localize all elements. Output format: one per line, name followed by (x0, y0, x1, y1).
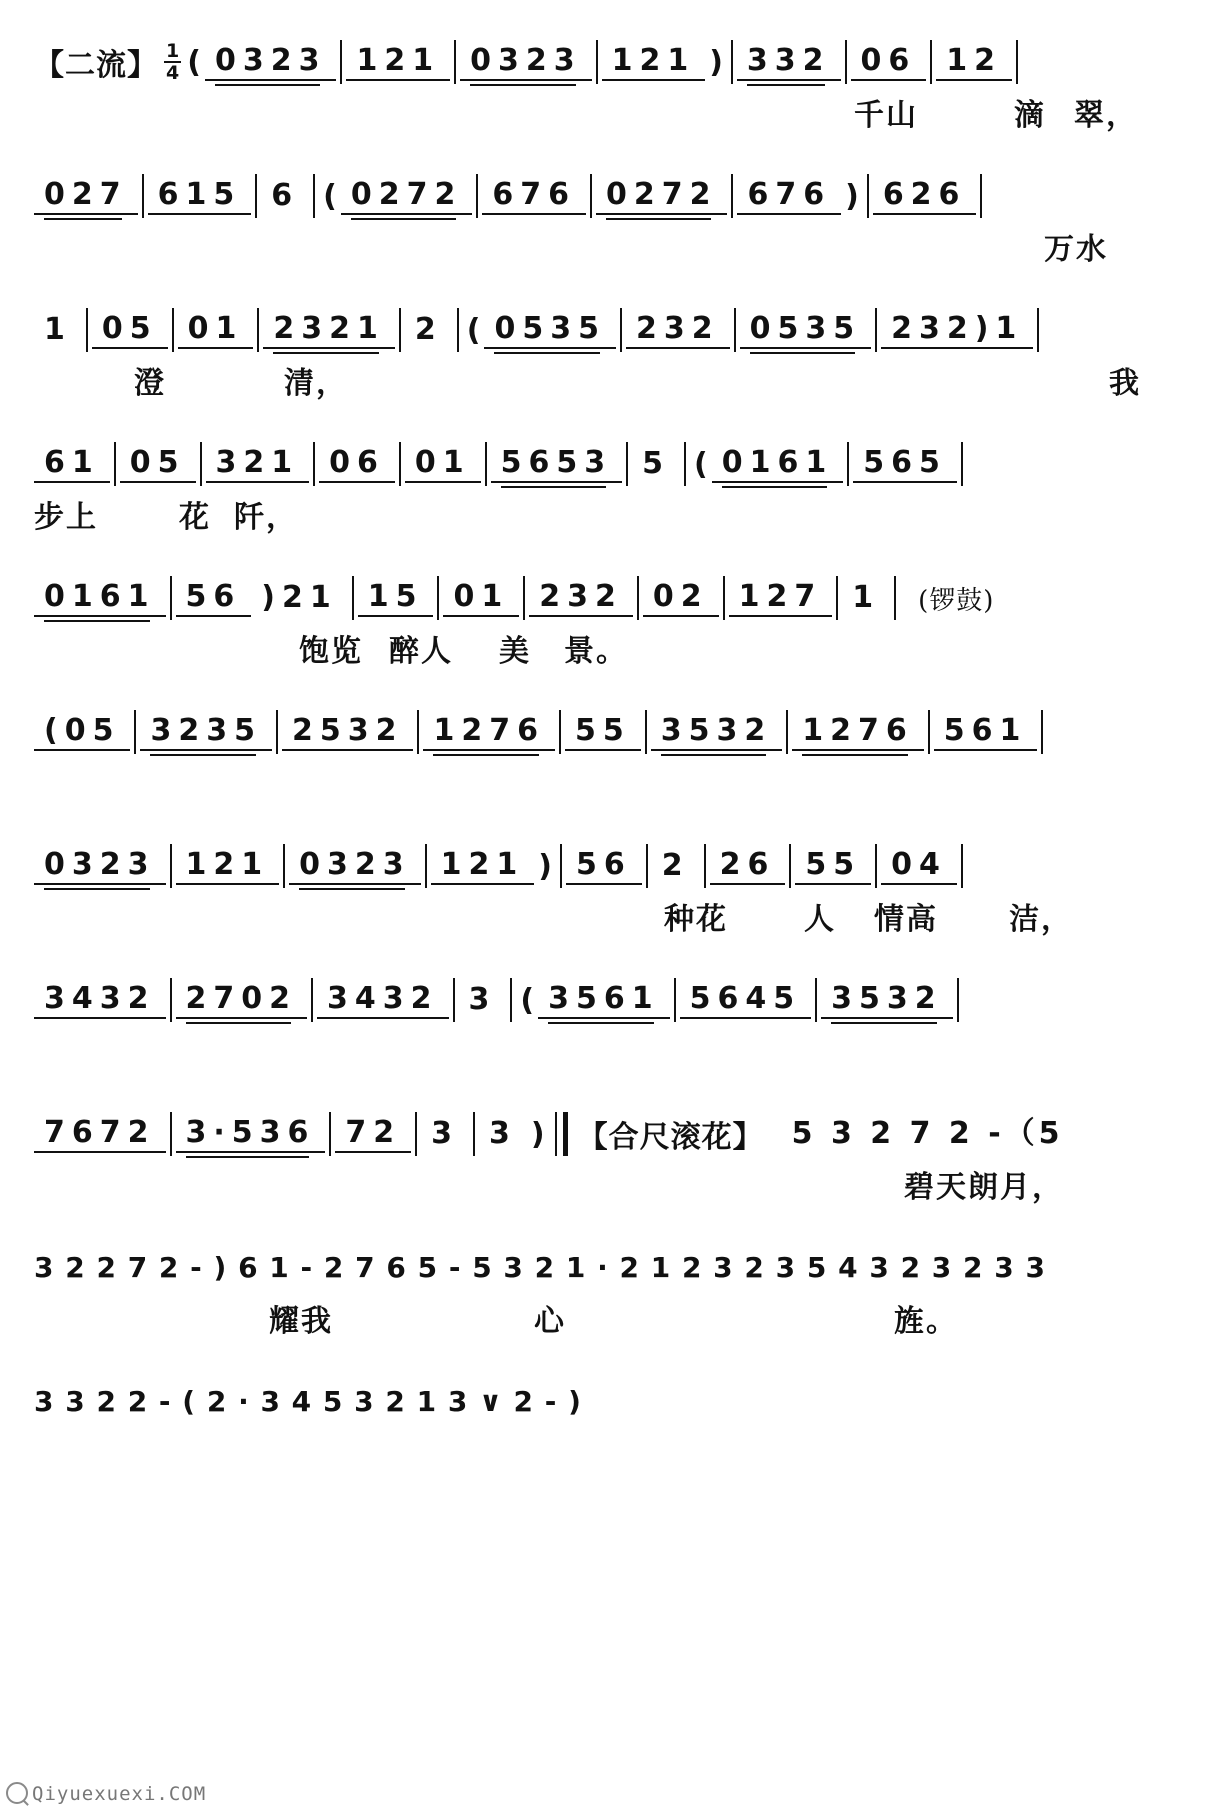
notes-row (34, 440, 1174, 488)
measure: 3 (468, 982, 497, 1017)
lyrics-row (34, 1158, 1174, 1204)
lyric: 饱览 (299, 634, 363, 669)
barline (473, 1112, 475, 1156)
barline (329, 1112, 331, 1156)
free-rhythm-line: 3 3 2 2 - ( 2 · 3 4 5 3 2 1 3 ∨ 2 - ) (34, 1385, 582, 1418)
measure: 1 (852, 580, 881, 615)
measure: 3432 (317, 981, 449, 1019)
lyric: 滴 (1014, 98, 1046, 133)
measure: 0161 (34, 579, 166, 617)
lyric: 碧天朗月， (904, 1170, 1064, 1205)
barline (980, 174, 982, 218)
lyric: 阡， (234, 500, 298, 535)
lyric: 万水 (1044, 232, 1108, 267)
barline (170, 576, 172, 620)
measure: 2321 (263, 311, 395, 349)
barline (596, 40, 598, 84)
barline (847, 442, 849, 486)
barline (875, 844, 877, 888)
measure: 01 (405, 445, 481, 483)
measure: 55 (565, 713, 641, 751)
barline (786, 710, 788, 754)
system-7 (34, 842, 1174, 936)
barline (340, 40, 342, 84)
barline (170, 978, 172, 1022)
barline (415, 1112, 417, 1156)
measure: 1276 (423, 713, 555, 751)
barline (875, 308, 877, 352)
barline (1016, 40, 1018, 84)
system-11 (34, 1378, 1174, 1426)
measure: 7672 (34, 1115, 166, 1153)
measure: 3532 (651, 713, 783, 751)
measure: 01 (443, 579, 519, 617)
lyrics-row (34, 756, 1174, 802)
barline (453, 978, 455, 1022)
barline (457, 308, 459, 352)
lyrics-row (34, 86, 1174, 132)
measure: 321 (206, 445, 310, 483)
measure: 0535 (740, 311, 872, 349)
barline (417, 710, 419, 754)
barline (961, 844, 963, 888)
measure: 232 (529, 579, 633, 617)
barline (257, 308, 259, 352)
measure: 615 (148, 177, 252, 215)
measure: 127 (729, 579, 833, 617)
measure: 26 (710, 847, 786, 885)
lyric: 情高 (874, 902, 938, 937)
lyric: 人 (804, 902, 836, 937)
measure: 02 (643, 579, 719, 617)
notes-row (34, 172, 1174, 220)
measure: 2 (414, 312, 443, 347)
measure: 55 (795, 847, 871, 885)
system-6 (34, 708, 1174, 802)
barline (313, 442, 315, 486)
measure: 561 (934, 713, 1038, 751)
measure: 3235 (140, 713, 272, 751)
measure: 06 (851, 43, 927, 81)
measure: 0323 (34, 847, 166, 885)
barline (523, 576, 525, 620)
measure: 565 (853, 445, 957, 483)
measure: 0272 (341, 177, 473, 215)
measure: 2 (661, 848, 690, 883)
lyric: 清， (284, 366, 348, 401)
measure: 3561 (538, 981, 670, 1019)
lyric: 我 (1109, 366, 1141, 401)
lyrics-row (34, 488, 1174, 534)
paren: ( (694, 446, 708, 482)
barline (723, 576, 725, 620)
barline (620, 308, 622, 352)
paren: ) (709, 44, 723, 80)
paren: ) (538, 848, 552, 884)
barline (894, 576, 896, 620)
measure: 61 (34, 445, 110, 483)
barline (172, 308, 174, 352)
notes-row (34, 306, 1174, 354)
measure: 5 (642, 446, 670, 481)
barline (134, 710, 136, 754)
barline (559, 710, 561, 754)
measure: 0161 (712, 445, 844, 483)
lyrics-row (34, 354, 1174, 400)
barline (930, 40, 932, 84)
system-9 (34, 1110, 1174, 1204)
measure: 0323 (460, 43, 592, 81)
time-signature: 1 4 (166, 40, 180, 84)
measure: 0323 (205, 43, 337, 81)
barline (437, 576, 439, 620)
measure: (05 (34, 713, 130, 751)
measure: 0535 (484, 311, 616, 349)
measure: 332 (737, 43, 841, 81)
barline (399, 442, 401, 486)
barline (1041, 710, 1043, 754)
measure: 56 (176, 579, 252, 617)
measure: 232)1 (881, 311, 1033, 349)
barline (170, 844, 172, 888)
barline (311, 978, 313, 1022)
paren: ( (187, 44, 201, 80)
system-1 (34, 38, 1174, 132)
barline (928, 710, 930, 754)
barline (626, 442, 628, 486)
lyric: 醉人 (389, 634, 453, 669)
barline (276, 710, 278, 754)
barline (961, 442, 963, 486)
lyric: 洁， (1009, 902, 1073, 937)
measure: 2532 (282, 713, 414, 751)
site-name: Qiyuexuexi.COM (32, 1783, 207, 1805)
site-watermark (6, 1782, 206, 1805)
free-rhythm-line: 3 2 2 7 2 - ) 6 1 - 2 7 6 5 - 5 3 2 1 · 2 1 2 3 2 3 5 4 3 2 3 2 3 3 (34, 1251, 1046, 1284)
barline (836, 576, 838, 620)
barline (590, 174, 592, 218)
barline (704, 844, 706, 888)
barline (815, 978, 817, 1022)
percussion-note: (锣鼓) (918, 585, 995, 616)
barline (789, 844, 791, 888)
barline (684, 442, 686, 486)
lyrics-row (34, 220, 1174, 266)
notes-row (34, 842, 1174, 890)
barline (476, 174, 478, 218)
paren: ( (520, 982, 535, 1018)
measure: 3432 (34, 981, 166, 1019)
barline (255, 174, 257, 218)
barline (734, 308, 736, 352)
lyric: 景。 (564, 634, 628, 669)
barline (170, 1112, 172, 1156)
lyric: 种花 (664, 902, 728, 937)
lyric: 耀我 (269, 1304, 333, 1339)
system-8 (34, 976, 1174, 1070)
barline (283, 844, 285, 888)
notes-row (34, 1244, 1174, 1292)
measure: 0323 (289, 847, 421, 885)
barline (200, 442, 202, 486)
system-3 (34, 306, 1174, 400)
barline (399, 308, 401, 352)
barline (646, 844, 648, 888)
measure: 56 (566, 847, 642, 885)
barline (731, 174, 733, 218)
measure: 3 (489, 1116, 517, 1151)
measure: 6 (271, 178, 300, 213)
barline (142, 174, 144, 218)
barline (352, 576, 354, 620)
measure: 06 (319, 445, 395, 483)
measure: 676 (737, 177, 841, 215)
measure: 72 (335, 1115, 411, 1153)
measure: 15 (358, 579, 434, 617)
measure: 121 (431, 847, 535, 885)
barline (1037, 308, 1039, 352)
measure: 121 (176, 847, 280, 885)
barline (485, 442, 487, 486)
lyric: 花 (179, 500, 211, 535)
barline (560, 844, 562, 888)
barline (510, 978, 512, 1022)
barline (957, 978, 959, 1022)
system-5 (34, 574, 1174, 668)
measure: )21 (261, 580, 338, 615)
notes-row (34, 976, 1174, 1024)
lyric: 步上 (34, 500, 98, 535)
section-label: 【二流】 (34, 48, 158, 83)
lyric: 千山 (854, 98, 918, 133)
barline (731, 40, 733, 84)
lyric: 翠， (1074, 98, 1138, 133)
barline (425, 844, 427, 888)
barline (86, 308, 88, 352)
measure: 1276 (792, 713, 924, 751)
measure: 05 (120, 445, 196, 483)
section-label: 【合尺滚花】 (577, 1120, 764, 1155)
measure: 626 (873, 177, 977, 215)
paren: ) (845, 178, 859, 214)
barline (313, 174, 315, 218)
barline (674, 978, 676, 1022)
measure: 5645 (680, 981, 812, 1019)
measure: 676 (482, 177, 586, 215)
measure: 5653 (491, 445, 623, 483)
lyric: 心 (534, 1304, 566, 1339)
measure: 05 (92, 311, 168, 349)
measure: 01 (178, 311, 254, 349)
lyric: 旌。 (894, 1304, 958, 1339)
measure: 3·536 (176, 1115, 326, 1153)
measure: 121 (346, 43, 450, 81)
double-barline (555, 1112, 568, 1156)
lyrics-row (34, 890, 1174, 936)
paren: ) (530, 1116, 545, 1152)
barline (637, 576, 639, 620)
measure: 04 (881, 847, 957, 885)
lyrics-row (34, 622, 1174, 668)
site-logo-icon (6, 1782, 28, 1804)
notes-row (34, 1378, 1174, 1426)
measure: 121 (602, 43, 706, 81)
system-4 (34, 440, 1174, 534)
barline (114, 442, 116, 486)
measure: 3 (431, 1116, 460, 1151)
measure: 1 (44, 312, 72, 347)
measure: 12 (936, 43, 1012, 81)
lyrics-row (34, 1024, 1174, 1070)
notes-row (34, 38, 1174, 86)
lyrics-row (34, 1292, 1174, 1338)
system-10 (34, 1244, 1174, 1338)
barline (867, 174, 869, 218)
measure: 2702 (176, 981, 308, 1019)
barline (645, 710, 647, 754)
measure: 3532 (821, 981, 953, 1019)
lyric: 美 (499, 634, 531, 669)
barline (845, 40, 847, 84)
measure: 232 (626, 311, 730, 349)
system-2 (34, 172, 1174, 266)
lyric: 澄 (134, 366, 166, 401)
measure: 0272 (596, 177, 728, 215)
paren: ( (466, 312, 481, 348)
notes-row (34, 1110, 1174, 1158)
measure: 5 3 2 7 2 -（5 (791, 1116, 1064, 1151)
barline (454, 40, 456, 84)
notes-row (34, 708, 1174, 756)
notes-row (34, 574, 1174, 622)
paren: ( (323, 178, 337, 214)
measure: 027 (34, 177, 138, 215)
